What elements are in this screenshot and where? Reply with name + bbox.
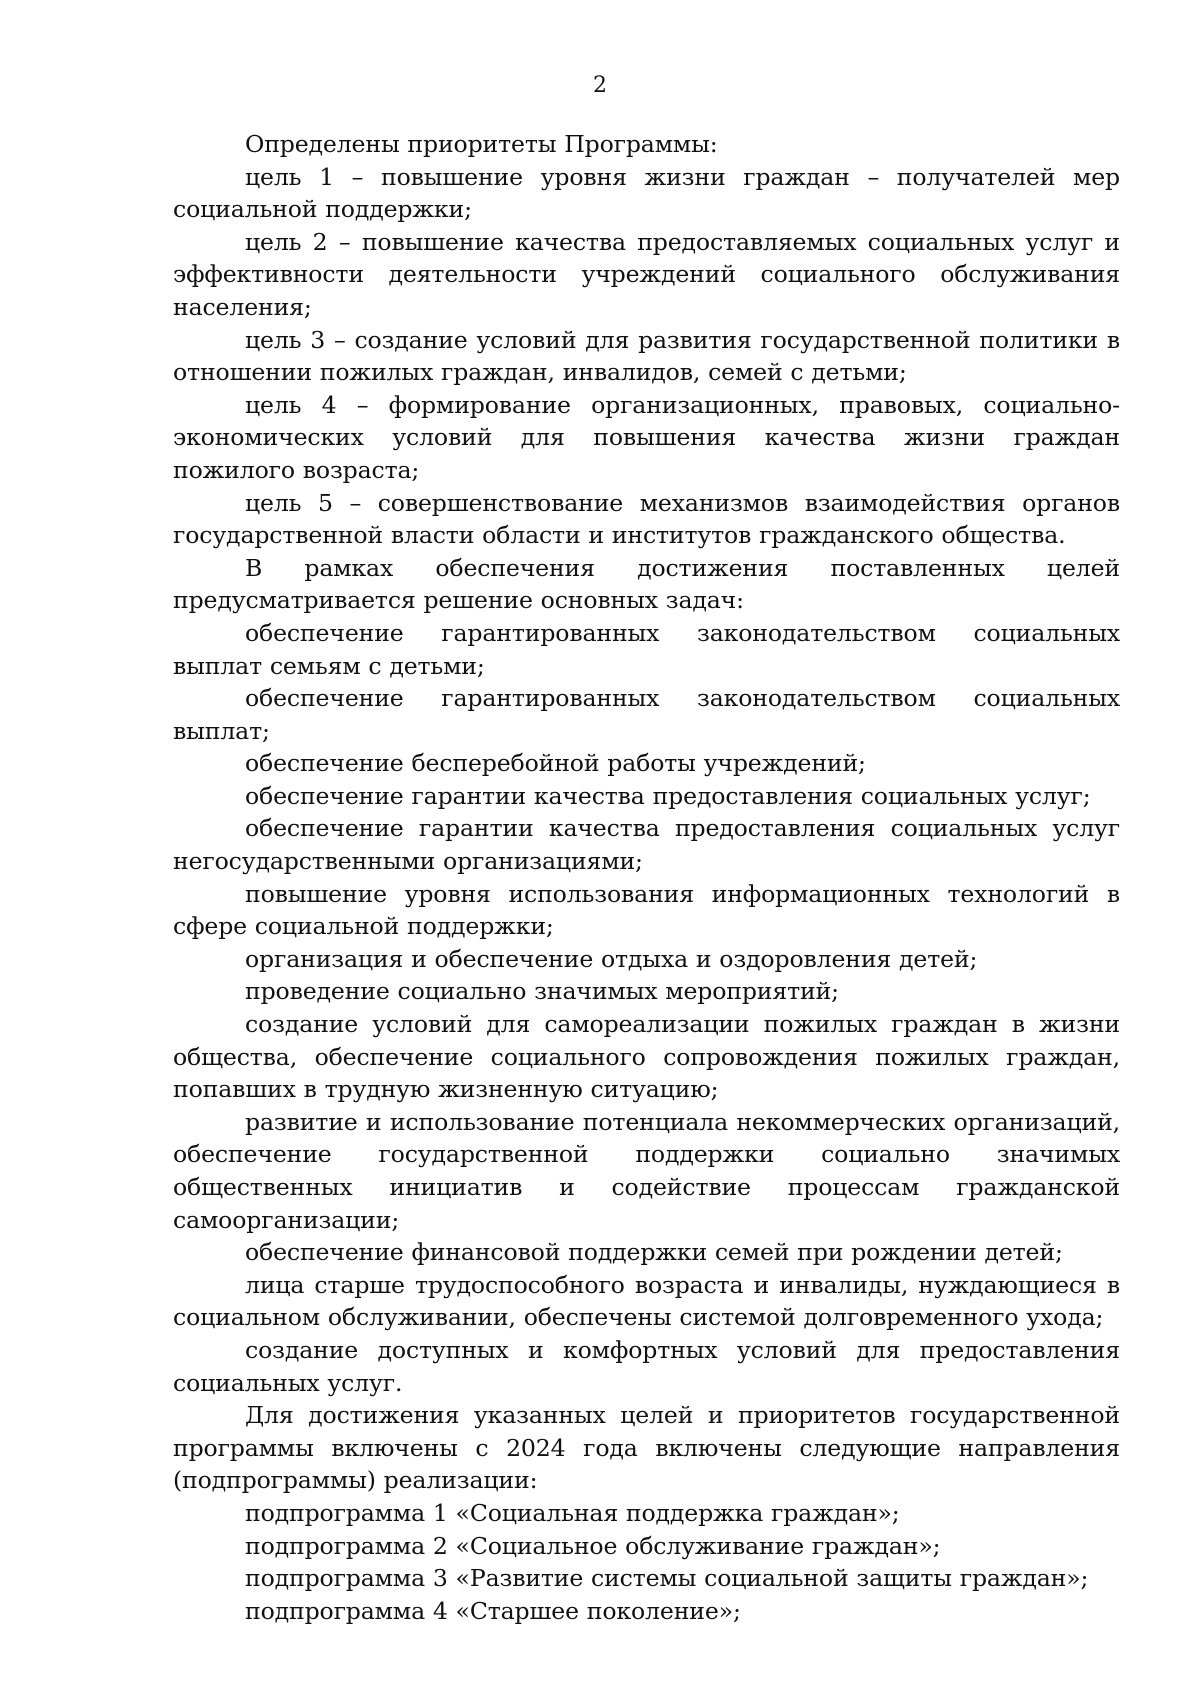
paragraph-task-nongovernmental: обеспечение гарантии качества предоставления социальных услуг негосударственными организациями;	[173, 814, 1120, 876]
page-number: 2	[593, 73, 607, 98]
paragraph-task-payments: обеспечение гарантированных законодательством социальных выплат;	[173, 684, 1120, 745]
paragraph-goal-5: цель 5 – совершенствование механизмов взаимодействия органов государственной власти области и институтов гражданского общества.	[173, 488, 1120, 550]
paragraph-goal-2: цель 2 – повышение качества предоставляемых социальных услуг и эффективности деятельности учреждений социального обслуживания населения;	[173, 227, 1120, 321]
paragraph-task-payments-families: обеспечение гарантированных законодательством социальных выплат семьям с детьми;	[173, 618, 1120, 680]
paragraph-task-longterm-care: лица старше трудоспособного возраста и инвалиды, нуждающиеся в социальном обслуживании, обеспечены системой долговременного ухода;	[173, 1270, 1120, 1332]
paragraph-task-children-rest: организация и обеспечение отдыха и оздоровления детей;	[245, 944, 978, 973]
paragraph-tasks-intro: В рамках обеспечения достижения поставленных целей предусматривается решение основных задач:	[173, 553, 1120, 615]
paragraph-goal-1: цель 1 – повышение уровня жизни граждан – получателей мер социальной поддержки;	[173, 162, 1120, 224]
paragraph-task-elderly-selfrealization: создание условий для самореализации пожилых граждан в жизни общества, обеспечение социального сопровождения пожилых граждан, попавших в трудную жизненную ситуацию;	[173, 1010, 1120, 1104]
paragraph-goal-3: цель 3 – создание условий для развития государственной политики в отношении пожилых граждан, инвалидов, семей с детьми;	[173, 325, 1120, 387]
paragraph-task-nonprofits: развитие и использование потенциала некоммерческих организаций, обеспечение государственной поддержки социально значимых общественных инициатив и содействие процессам гражданской самоорганизации;	[173, 1107, 1120, 1234]
paragraph-task-uninterrupted-work: обеспечение бесперебойной работы учреждений;	[245, 749, 866, 778]
paragraph-task-family-support: обеспечение финансовой поддержки семей при рождении детей;	[245, 1238, 1063, 1267]
paragraph-task-service-quality: обеспечение гарантии качества предоставления социальных услуг;	[245, 781, 1091, 810]
paragraph-subprogram-4: подпрограмма 4 «Старшее поколение»;	[245, 1596, 741, 1625]
paragraph-goal-4: цель 4 – формирование организационных, правовых, социально-экономических условий для повышения качества жизни граждан пожилого возраста;	[173, 390, 1120, 484]
paragraph-task-events: проведение социально значимых мероприятий;	[245, 977, 839, 1006]
paragraph-subprograms-intro: Для достижения указанных целей и приоритетов государственной программы включены с 2024 года включены следующие направления (подпрограммы) реализации:	[173, 1401, 1120, 1495]
paragraph-subprogram-2: подпрограмма 2 «Социальное обслуживание граждан»;	[245, 1531, 941, 1560]
paragraph-task-it: повышение уровня использования информационных технологий в сфере социальной поддержки;	[173, 879, 1120, 941]
paragraph-subprogram-3: подпрограмма 3 «Развитие системы социальной защиты граждан»;	[245, 1564, 1089, 1593]
document-body	[173, 128, 1120, 1627]
paragraph-task-accessible-conditions: создание доступных и комфортных условий для предоставления социальных услуг.	[173, 1335, 1120, 1397]
paragraph-subprogram-1: подпрограмма 1 «Социальная поддержка граждан»;	[245, 1498, 900, 1527]
paragraph-priorities-intro: Определены приоритеты Программы:	[245, 130, 718, 158]
